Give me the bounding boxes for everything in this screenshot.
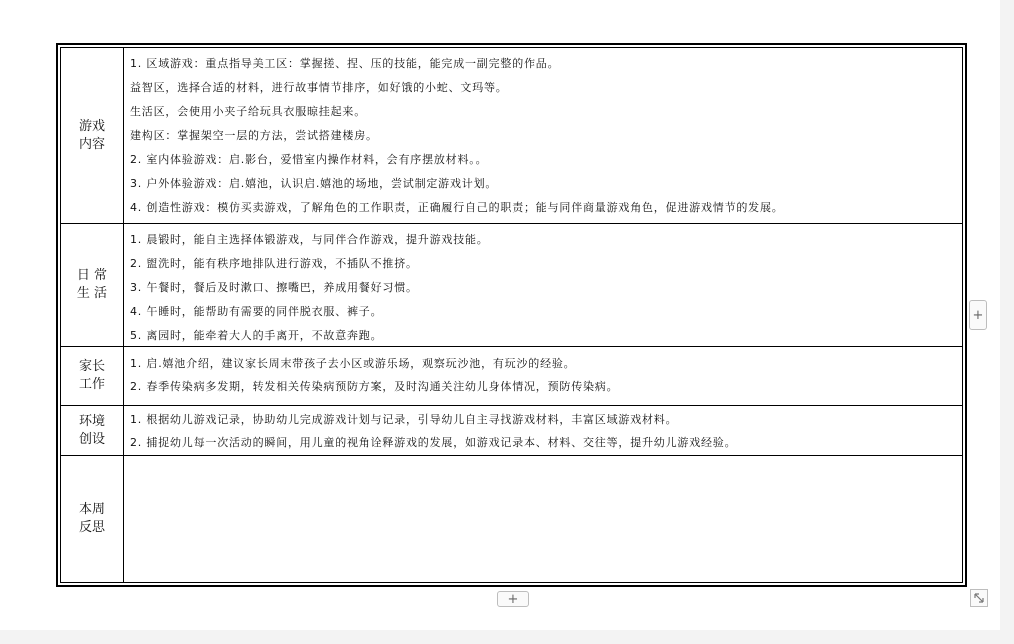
- content-line: 1. 根据幼儿游戏记录，协助幼儿完成游戏计划与记录，引导幼儿自主寻找游戏材料，丰富区域游戏材料。: [130, 413, 678, 426]
- content-line: 2. 盥洗时，能有秩序地排队进行游戏，不插队不推挤。: [130, 257, 418, 270]
- table-row-daily-life: [61, 224, 962, 347]
- row-label-daily-life[interactable]: [61, 224, 124, 346]
- content-line: 2. 春季传染病多发期，转发相关传染病预防方案，及时沟通关注幼儿身体情况，预防传染病。: [130, 380, 619, 393]
- row-content-weekly-reflection[interactable]: [124, 456, 962, 582]
- row-label-line: 家长: [78, 359, 105, 374]
- content-line: 生活区，会使用小夹子给玩具衣服晾挂起来。: [130, 105, 366, 118]
- table-row-environment: [61, 406, 962, 456]
- resize-diagonal-icon: [973, 592, 985, 604]
- row-label-line: 日 常: [76, 268, 108, 283]
- row-label-line: 创设: [78, 431, 105, 447]
- row-content-game-content[interactable]: [124, 48, 962, 223]
- table-resize-handle[interactable]: [970, 589, 988, 607]
- plus-icon: +: [507, 591, 519, 607]
- add-column-button[interactable]: [969, 300, 987, 330]
- content-line: 2. 室内体验游戏：启.影台，爱惜室内操作材料，会有序摆放材料。。: [130, 153, 488, 166]
- content-line: 5. 离园时，能牵着大人的手离开，不故意奔跑。: [130, 329, 383, 342]
- content-line: 4. 创造性游戏：模仿买卖游戏，了解角色的工作职责，正确履行自己的职责；能与同伴商量游戏角色，促进游戏情节的发展。: [130, 201, 784, 214]
- table-row-parent-work: [61, 347, 962, 406]
- row-label-line: 内容: [78, 136, 105, 152]
- content-line: 4. 午睡时，能帮助有需要的同伴脱衣服、裤子。: [130, 305, 383, 318]
- table-body: [60, 47, 963, 583]
- weekly-plan-table: [56, 43, 967, 587]
- row-content-daily-life[interactable]: [124, 224, 962, 346]
- row-content-environment[interactable]: [124, 406, 962, 455]
- row-label-line: 反思: [78, 520, 105, 535]
- content-line: 3. 户外体验游戏：启.嬉池，认识启.嬉池的场地，尝试制定游戏计划。: [130, 177, 498, 190]
- row-label-game-content[interactable]: [61, 48, 124, 223]
- content-line: 1. 启.嬉池介绍，建议家长周末带孩子去小区或游乐场，观察玩沙池，有玩沙的经验。: [130, 357, 576, 370]
- add-row-button[interactable]: [497, 591, 529, 607]
- row-label-parent-work[interactable]: [61, 347, 124, 405]
- row-label-line: 本周: [78, 502, 105, 517]
- content-line: 益智区，选择合适的材料，进行故事情节排序，如好饿的小蛇、文玛等。: [130, 81, 508, 94]
- content-line: 3. 午餐时，餐后及时漱口、擦嘴巴，养成用餐好习惯。: [130, 281, 418, 294]
- row-label-environment[interactable]: [61, 406, 124, 455]
- plus-icon: +: [972, 307, 984, 323]
- row-label-line: 环境: [78, 413, 105, 429]
- table-row-weekly-reflection: [61, 456, 962, 582]
- row-content-parent-work[interactable]: [124, 347, 962, 405]
- content-line: 建构区：掌握架空一层的方法，尝试搭建楼房。: [130, 129, 378, 142]
- content-line: 1. 晨锻时，能自主选择体锻游戏，与同伴合作游戏，提升游戏技能。: [130, 233, 489, 246]
- row-label-line: 游戏: [78, 118, 105, 134]
- row-label-line: 工作: [78, 377, 105, 392]
- row-label-line: 生 活: [76, 286, 108, 301]
- row-label-weekly-reflection[interactable]: [61, 456, 124, 582]
- content-line: 1. 区域游戏：重点指导美工区：掌握搓、捏、压的技能，能完成一副完整的作品。: [130, 57, 560, 70]
- table-row-game-content: [61, 48, 962, 224]
- content-line: 2. 捕捉幼儿每一次活动的瞬间，用儿童的视角诠释游戏的发展，如游戏记录本、材料、交往等，提升幼儿游戏经验。: [130, 436, 737, 449]
